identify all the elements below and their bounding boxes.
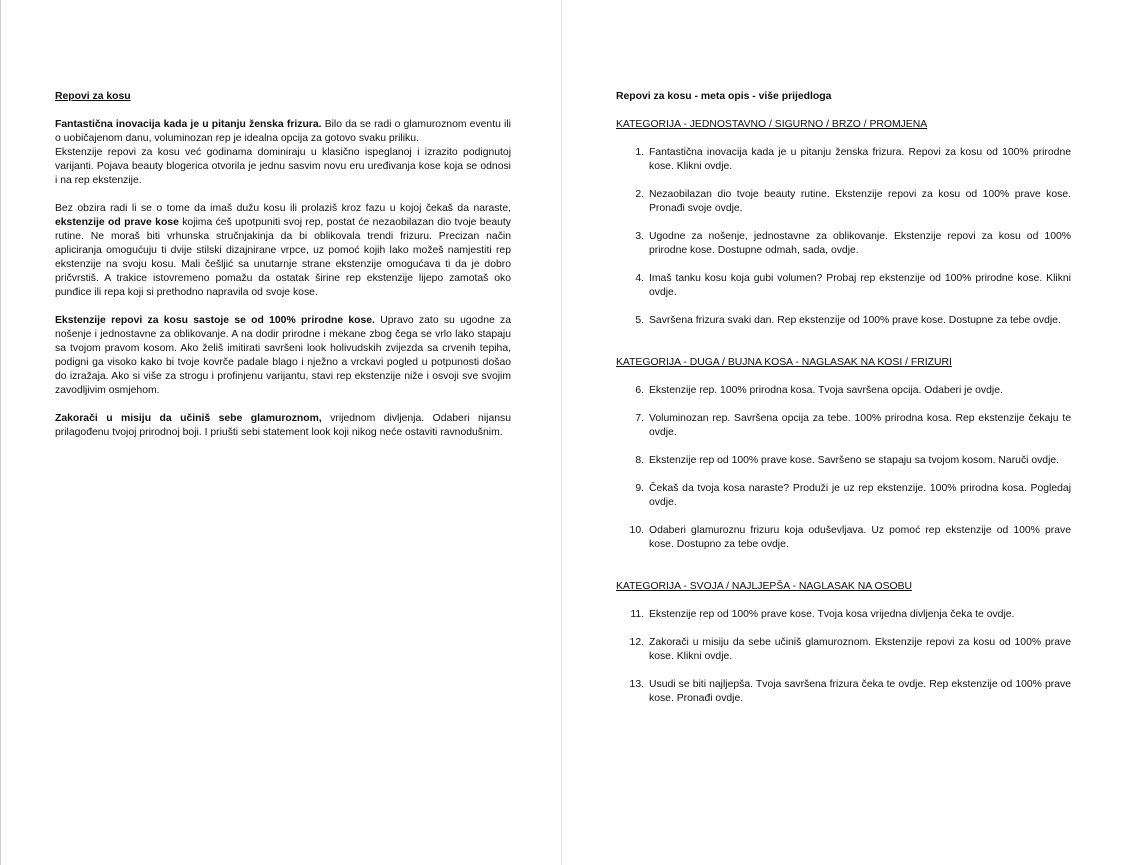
list-item bbox=[616, 146, 1071, 174]
category-block bbox=[616, 118, 1071, 328]
list-item-number: 8. bbox=[635, 455, 644, 466]
paragraph-glamour bbox=[55, 412, 511, 440]
list-item-text: Čekaš da tvoja kosa naraste? Produži je uz rep ekstenzije. 100% prirodna kosa. Pogledaj ovdje. bbox=[649, 483, 1071, 508]
list-item bbox=[616, 272, 1071, 300]
paragraph-length-bold: ekstenzije od prave kose bbox=[55, 217, 179, 228]
category-heading: KATEGORIJA - DUGA / BUJNA KOSA - NAGLASAK NA KOSI / FRIZURI bbox=[616, 357, 952, 368]
list-item-number: 6. bbox=[635, 385, 644, 396]
paragraph-extensions: Ekstenzije repovi za kosu već godinama dominiraju u klasično ispeglanoj i izrazito podignutoj varijanti. Pojava beauty blogerica otvorila je jednu sasvim novu eru uređivanja kose koja se odnosi i na rep ekstenzije. bbox=[55, 147, 511, 186]
list-item-number: 13. bbox=[629, 679, 644, 690]
category-block bbox=[616, 580, 1071, 706]
paragraph-natural-hair bbox=[55, 314, 511, 398]
list-item bbox=[616, 482, 1071, 510]
meta-title: Repovi za kosu - meta opis - više prijedloga bbox=[616, 91, 832, 102]
list-item-text: Zakorači u misiju da sebe učiniš glamuroznom. Ekstenzije repovi za kosu od 100% prave kose. Klikni ovdje. bbox=[649, 637, 1071, 662]
list-item-text: Voluminozan rep. Savršena opcija za tebe. 100% prirodna kosa. Rep ekstenzije čekaju te ovdje. bbox=[649, 413, 1071, 438]
paragraph-length bbox=[55, 202, 511, 300]
list-item-text: Fantastična inovacija kada je u pitanju ženska frizura. Repovi za kosu od 100% prirodne kose. Klikni ovdje. bbox=[649, 147, 1071, 172]
list-item-number: 4. bbox=[635, 273, 644, 284]
right-page bbox=[562, 0, 1123, 865]
category-block bbox=[616, 356, 1071, 552]
list-item bbox=[616, 636, 1071, 664]
list-item-text: Odaberi glamuroznu frizuru koja oduševljava. Uz pomoć rep ekstenzije od 100% prave kose. Dostupno za tebe ovdje. bbox=[649, 525, 1071, 550]
list-item-text: Ekstenzije rep od 100% prave kose. Tvoja kosa vrijedna divljenja čeka te ovdje. bbox=[649, 609, 1015, 620]
list-item-text: Nezaobilazan dio tvoje beauty rutine. Ekstenzije repovi za kosu od 100% prave kose. Pronađi svoje ovdje. bbox=[649, 189, 1071, 214]
list-item-number: 12. bbox=[629, 637, 644, 648]
paragraph-natural-hair-bold: Ekstenzije repovi za kosu sastoje se od 100% prirodne kose. bbox=[55, 315, 375, 326]
list-item-number: 7. bbox=[635, 413, 644, 424]
section-spacer bbox=[616, 566, 1071, 580]
list-item bbox=[616, 412, 1071, 440]
paragraph-intro-text: Bilo da se radi o glamuroznom eventu ili o uobičajenom danu, voluminozan rep je idealna opcija za gotovo svaku priliku. bbox=[55, 119, 511, 144]
list-item bbox=[616, 384, 1071, 398]
paragraph-glamour-bold: Zakorači u misiju da učiniš sebe glamuroznom, bbox=[55, 413, 322, 424]
list-item-number: 3. bbox=[635, 231, 644, 242]
paragraph-glamour-text: vrijednom divljenja. Odaberi nijansu prilagođenu tvojoj prirodnoj boji. I priušti sebi statement look koji nikog neće ostaviti ravnodušnim. bbox=[55, 413, 511, 438]
list-item bbox=[616, 230, 1071, 258]
list-item-number: 9. bbox=[635, 483, 644, 494]
paragraph-intro-bold: Fantastična inovacija kada je u pitanju ženska frizura. bbox=[55, 119, 322, 130]
list-item-text: Imaš tanku kosu koja gubi volumen? Probaj rep ekstenzije od 100% prirodne kose. Klikni ovdje. bbox=[649, 273, 1071, 298]
list-item bbox=[616, 678, 1071, 706]
list-item-text: Savršena frizura svaki dan. Rep ekstenzije od 100% prave kose. Dostupne za tebe ovdje. bbox=[649, 315, 1061, 326]
list-item-number: 10. bbox=[629, 525, 644, 536]
list-item bbox=[616, 524, 1071, 552]
suggestion-list bbox=[616, 384, 1071, 552]
list-item-number: 2. bbox=[635, 189, 644, 200]
suggestion-list bbox=[616, 608, 1071, 706]
list-item-text: Usudi se biti najljepša. Tvoja savršena frizura čeka te ovdje. Rep ekstenzije od 100% prave kose. Pronađi ovdje. bbox=[649, 679, 1071, 704]
category-heading: KATEGORIJA - JEDNOSTAVNO / SIGURNO / BRZO / PROMJENA bbox=[616, 119, 928, 130]
left-page-content bbox=[55, 90, 511, 454]
paragraph-length-text-a: Bez obzira radi li se o tome da imaš dužu kosu ili prolaziš kroz fazu u kojoj čekaš da naraste, bbox=[55, 203, 511, 214]
paragraph-natural-hair-text: Upravo zato su ugodne za nošenje i jednostavne za oblikovanje. A na dodir prirodne i mekane zbog čega se vrlo lako stapaju sa tvojom pravom kosom. Ako želiš imitirati savršeni look holivudskih zvijezda sa crvenih tepiha, podigni ga visoko kako bi tvoje kovrče padale blago i nježno a vrckavi pogled u potpunosti došao do izražaja. Ako si više za strogu i profinjenu varijantu, stavi rep ekstenzije niže i osvoji sve svojim zavodljivim osmjehom. bbox=[55, 315, 511, 396]
list-item-number: 11. bbox=[630, 609, 644, 620]
paragraph-intro bbox=[55, 118, 511, 146]
list-item bbox=[616, 454, 1071, 468]
suggestion-list bbox=[616, 146, 1071, 328]
page-title: Repovi za kosu bbox=[55, 91, 131, 102]
list-item-text: Ekstenzije rep. 100% prirodna kosa. Tvoja savršena opcija. Odaberi je ovdje. bbox=[649, 385, 1003, 396]
list-item-number: 1. bbox=[635, 147, 644, 158]
list-item-text: Ekstenzije rep od 100% prave kose. Savršeno se stapaju sa tvojom kosom. Naruči ovdje. bbox=[649, 455, 1060, 466]
category-heading: KATEGORIJA - SVOJA / NAJLJEPŠA - NAGLASAK NA OSOBU bbox=[616, 581, 913, 592]
list-item bbox=[616, 608, 1071, 622]
list-item bbox=[616, 188, 1071, 216]
list-item-text: Ugodne za nošenje, jednostavne za oblikovanje. Ekstenzije repovi za kosu od 100% prirodne kose. Dostupne odmah, sada, ovdje. bbox=[649, 231, 1071, 256]
list-item-number: 5. bbox=[635, 315, 644, 326]
paragraph-length-text-b: kojima ćeš upotpuniti svoj rep, postat će nezaobilazan dio tvoje beauty rutine. Ne moraš biti vrhunska stručnjakinja da bi oblikovala trendi frizuru. Precizan način apliciranja omogućuju ti dvije stilski dizajnirane vrpce, uz pomoć kojih lako možeš namjestiti rep ekstenzije na svoju kosu. Mali češljić sa unutarnje strane ekstenzije omogućava ti da je dobro pričvrstiš. A trakice istovremeno pomažu da ostatak širine rep ekstenzije lijepo zamotaš oko punđice ili repa koji si prethodno napravila od svoje kose. bbox=[55, 217, 511, 298]
list-item bbox=[616, 314, 1071, 328]
right-page-content bbox=[616, 90, 1071, 720]
section-spacer bbox=[616, 342, 1071, 356]
